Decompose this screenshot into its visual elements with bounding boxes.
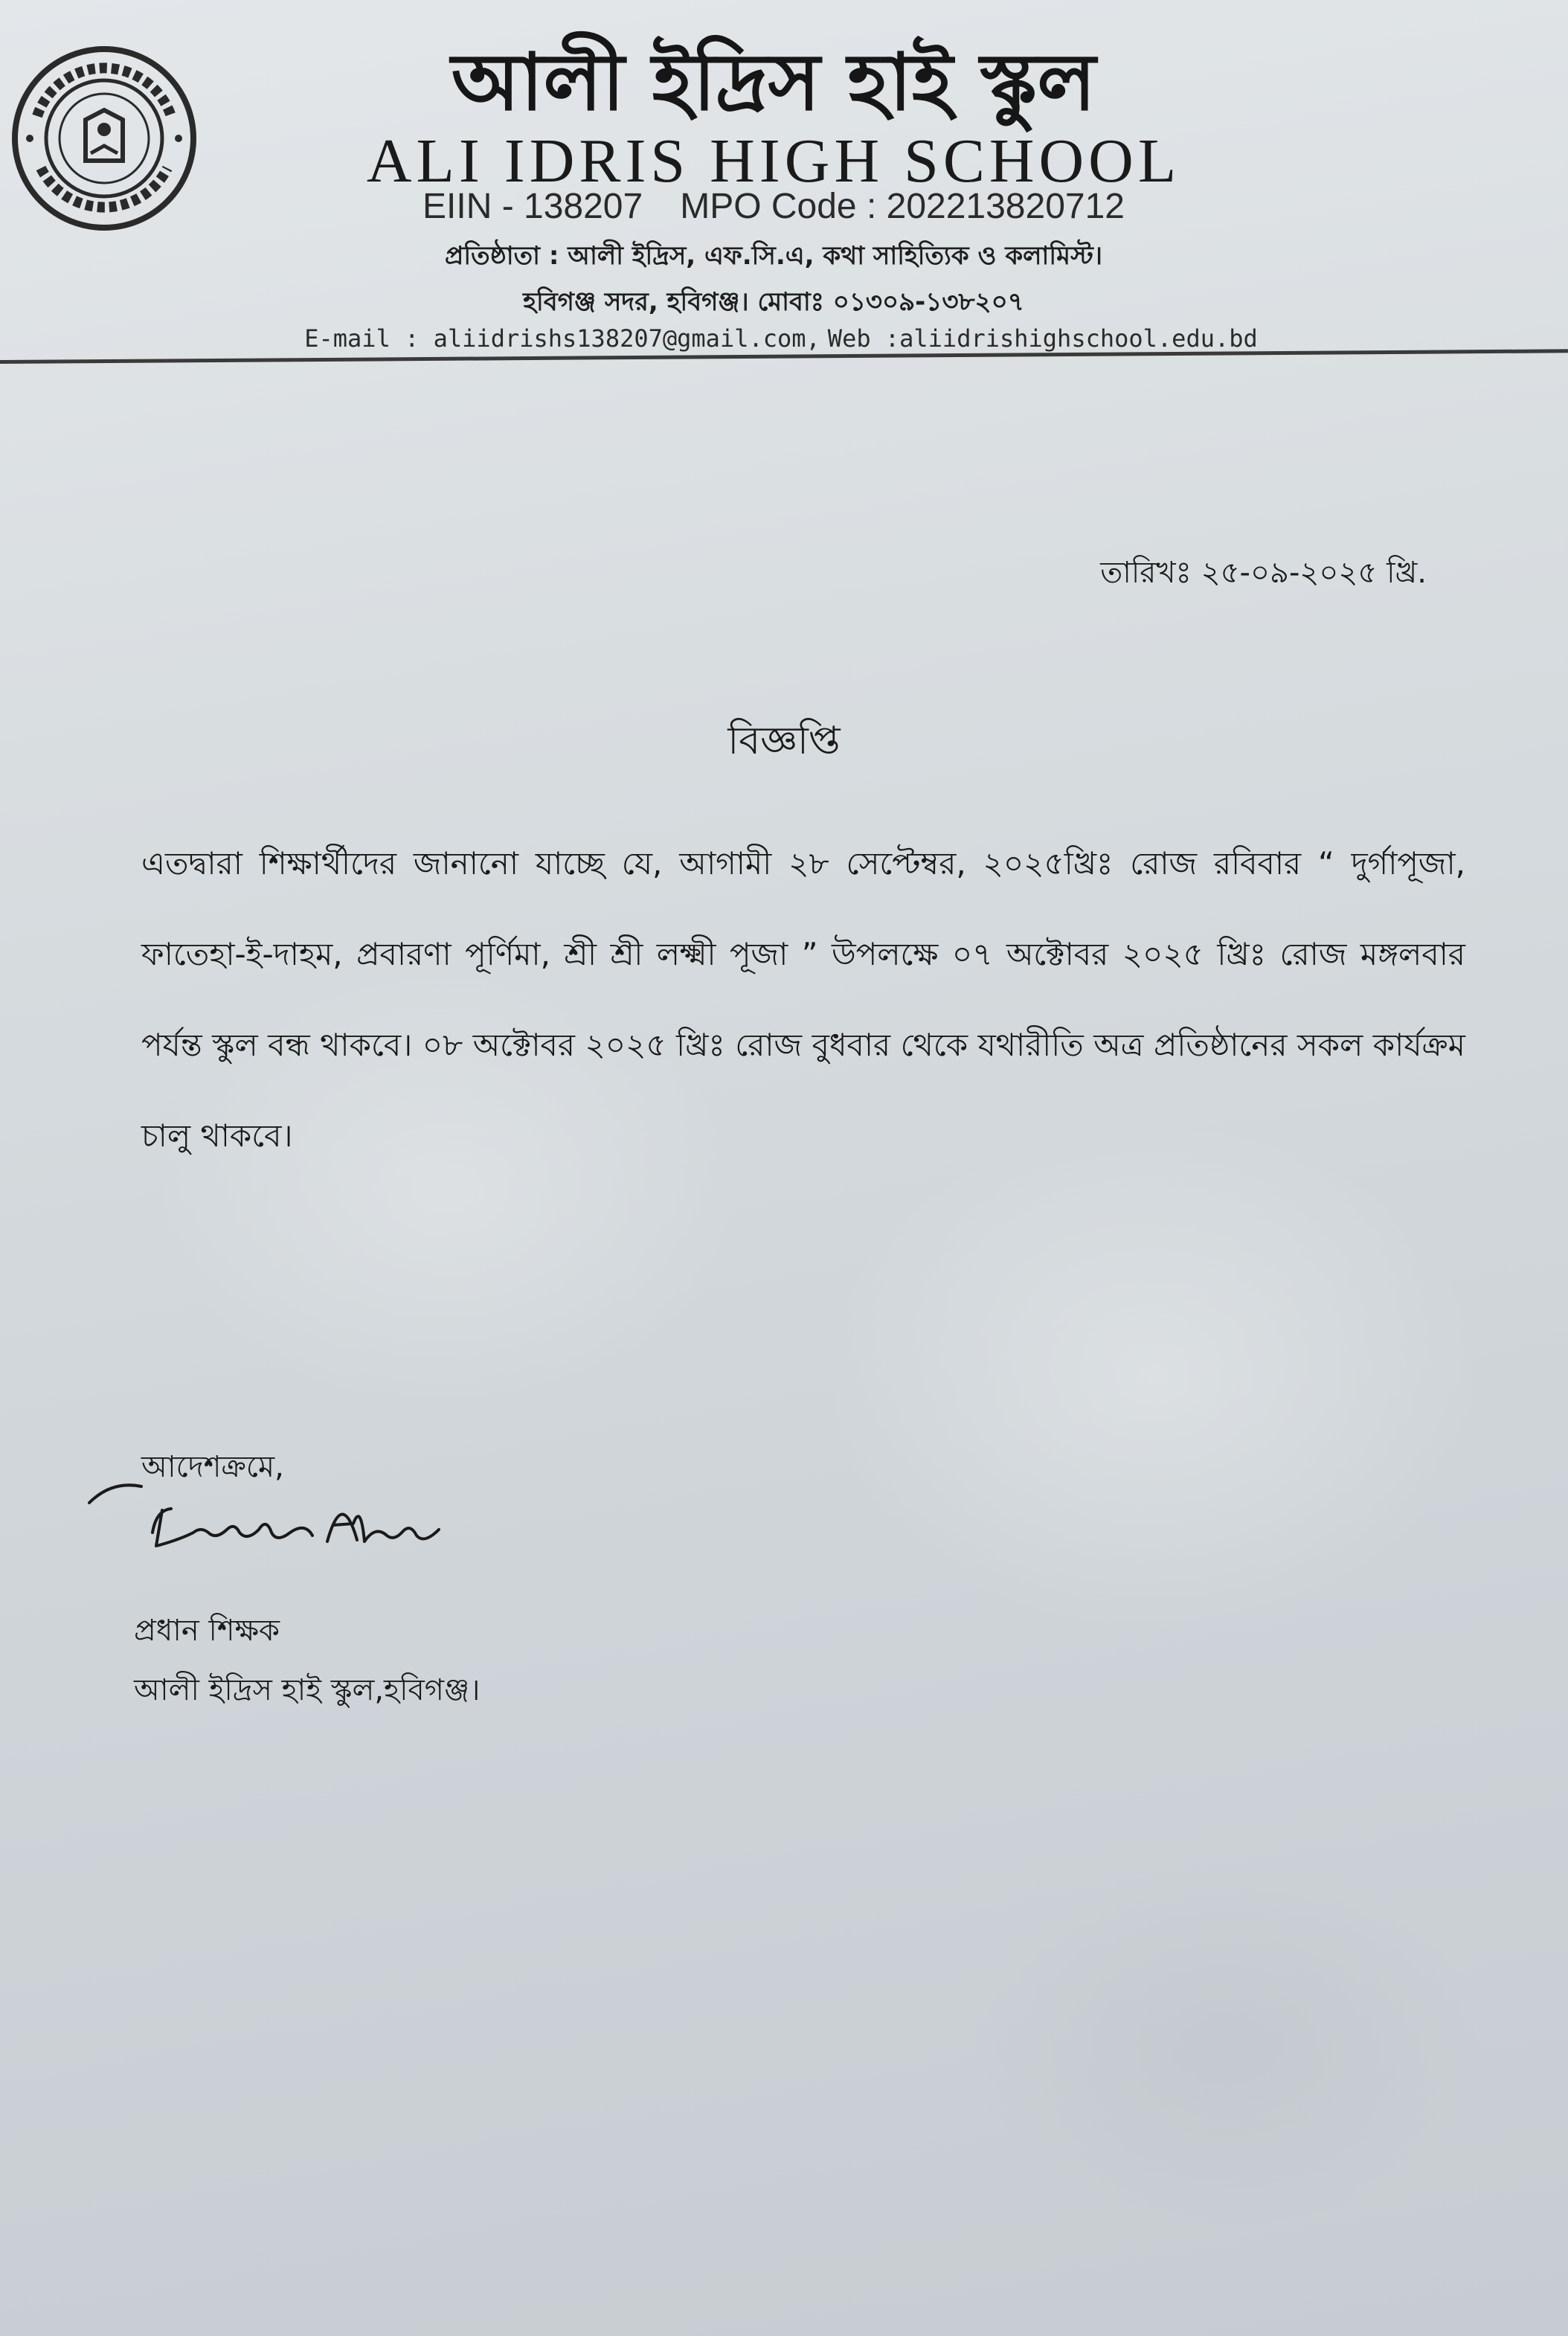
school-signoff: আলী ইদ্রিস হাই স্কুল,হবিগঞ্জ। [134,1673,481,1707]
paper-crease [967,1860,1488,2232]
handwritten-signature [82,1458,446,1570]
mpo-code: MPO Code : 202213820712 [680,187,1125,226]
school-codes [245,186,1302,227]
web-text: Web :aliidrishighschool.edu.bd [827,324,1258,353]
school-name-english: ALI IDRIS HIGH SCHOOL [366,126,1181,196]
order-line: আদেশক্রমে, [141,1450,284,1484]
contact-line [149,324,1413,353]
email-text: E-mail : aliidrishs138207@gmail.com, [304,324,820,353]
paper-crease [818,1116,1488,1637]
notice-body: এতদ্বারা শিক্ষার্থীদের জানানো যাচ্ছে যে, আগামী ২৮ সেপ্টেম্বর, ২০২৫খ্রিঃ রোজ রবিবার “ দুর্গাপূজা, ফাতেহা-ই-দাহম, প্রবারণা পূর্ণিমা, শ্রী শ্রী লক্ষ্মী পূজা ” উপলক্ষে ০৭ অক্টোবর ২০২৫ খ্রিঃ রোজ মঙ্গলবার পর্যন্ত স্কুল বন্ধ থাকবে। ০৮ অক্টোবর ২০২৫ খ্রিঃ রোজ বুধবার থেকে যথারীতি অত্র প্রতিষ্ঠানের সকল কার্যক্রম চালু থাকবে। [141,845,1465,1154]
school-seal-logo [7,42,201,235]
notice-title: বিজ্ঞপ্তি [727,719,841,763]
school-name-bengali: আলী ইদ্রিস হাই স্কুল [451,35,1096,128]
eiin-code: EIIN - 138207 [422,187,643,226]
designation: প্রধান শিক্ষক [134,1614,280,1648]
address-line: হবিগঞ্জ সদর, হবিগঞ্জ। মোবাঃ ০১৩০৯-১৩৮২০৭ [523,287,1024,317]
notice-date: তারিখঃ ২৫-০৯-২০২৫ খ্রি. [1100,556,1427,590]
founder-line: প্রতিষ্ঠাতা : আলী ইদ্রিস, এফ.সি.এ, কথা সাহিত্যিক ও কলামিস্ট। [445,241,1102,271]
